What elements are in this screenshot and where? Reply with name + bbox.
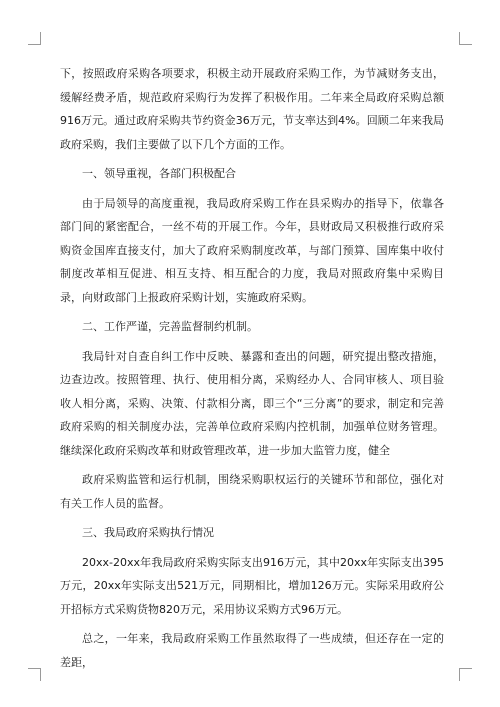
crop-mark-bottom-left: [28, 668, 41, 681]
paragraph-summary: 总之，一年来，我局政府采购工作虽然取得了一些成绩，但还存在一定的差距，: [60, 632, 444, 669]
crop-mark-top-right: [459, 32, 472, 45]
crop-mark-top-left: [28, 32, 41, 45]
paragraph-section-2b: 政府采购监管和运行机制，围绕采购职权运行的关键环节和部位，强化对有关工作人员的监督。: [60, 473, 444, 510]
paragraph-section-2a: 我局针对自查自纠工作中反映、暴露和查出的问题，研究提出整改措施，边查边改。按照管理、执行、使用相分离，采购经办人、合同审核人、项目验收人相分离，采购、决策、付款相分离，即三个“三分离”的要求，制定和完善政府采购的相关制度办法，完善单位政府采购内控机制，加强单位财务管理。继续深化政府采购改革和财政管理改革，进一步加大监管力度，健全: [60, 349, 444, 457]
section-heading-3: 三、我局政府采购执行情况: [82, 526, 214, 539]
paragraph-section-3: 20xx-20xx年我局政府采购实际支出916万元，其中20xx年实际支出395万元，20xx年实际支出521万元，同期相比，增加126万元。实际采用政府公开招标方式采购货物820万元，采用协议采购方式96万元。: [60, 555, 444, 616]
paragraph-section-1: 由于局领导的高度重视，我局政府采购工作在县采购办的指导下，依靠各部门间的紧密配合，一丝不苟的开展工作。今年，县财政局又积极推行政府采购资金国库直接支付，加大了政府采购制度改革，与部门预算、国库集中收付制度改革相互促进、相互支持、相互配合的力度，我局对照政府集中采购目录，向财政部门上报政府采购计划，实施政府采购。: [60, 196, 444, 304]
section-heading-1: 一、领导重视，各部门积极配合: [82, 167, 236, 180]
crop-mark-bottom-right: [459, 668, 472, 681]
paragraph-intro: 下，按照政府采购各项要求，积极主动开展政府采购工作，为节减财务支出，缓解经费矛盾，规范政府采购行为发挥了积极作用。二年来全局政府采购总额916万元。通过政府采购共节约资金36万元，节支率达到4%。回顾二年来我局政府采购，我们主要做了以下几个方面的工作。: [60, 67, 444, 151]
document-body: [60, 62, 444, 674]
section-heading-2: 二、工作严谨，完善监督制约机制。: [82, 320, 258, 333]
